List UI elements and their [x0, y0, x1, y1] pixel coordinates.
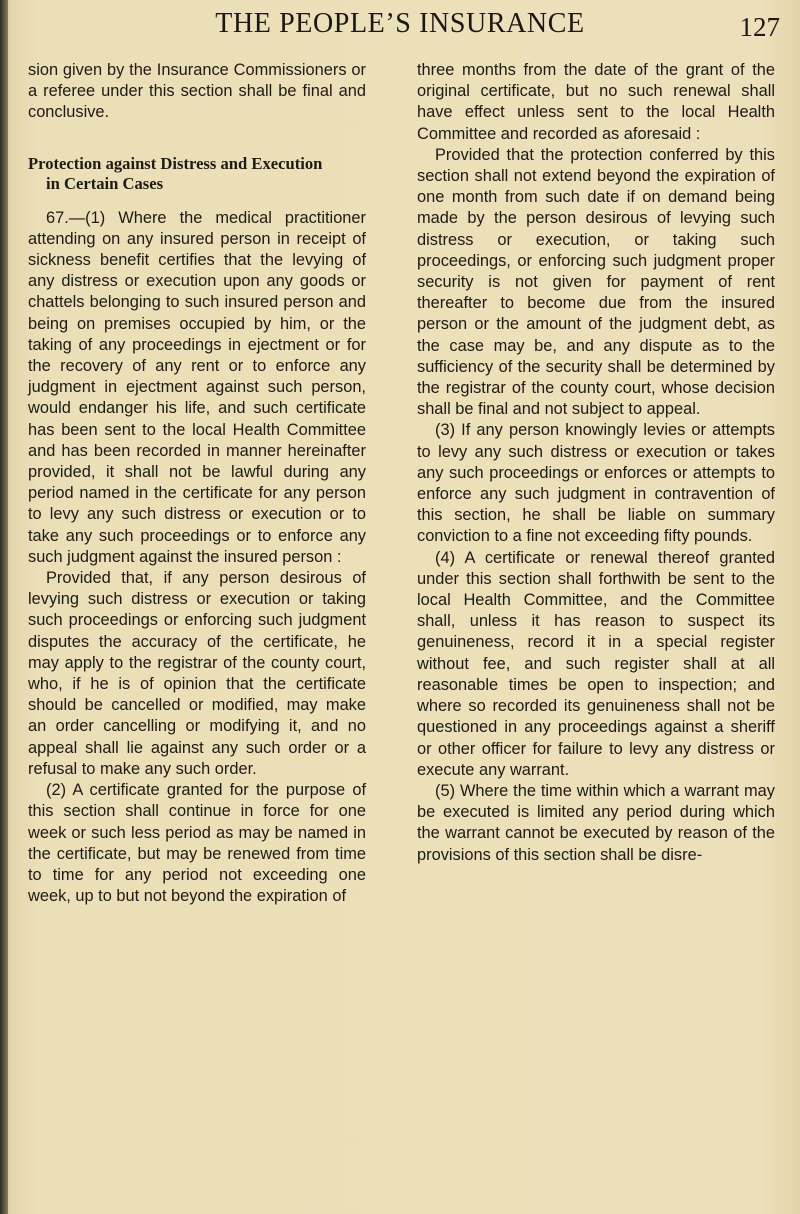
- right-column: [417, 60, 775, 866]
- paragraph-3: (3) If any person knowingly levies or attempts to levy any such distress or execution or takes any such proceedings or enforces or attempts to enforce any such judgment in contravention of this section, he shall be liable on summary conviction to a fine not exceeding fifty pounds.: [417, 421, 775, 546]
- proviso-paragraph-right: Provided that the protection conferred by this section shall not extend beyond the expiration of one month from such date if on demand being made by the person desirous of levying such distress or execution, or taking such proceedings, or enforcing such judgment proper security is not given for payment of rent thereafter to become due from the insured person or the amount of the judgment debt, as the case may be, and any dispute as to the sufficiency of the security shall be determined by the registrar of the county court, whose decision shall be final and not subject to appeal.: [417, 145, 775, 419]
- intro-paragraph: sion given by the Insurance Commissioners or a referee under this section shall be final and conclusive.: [28, 61, 366, 122]
- paragraph-4: (4) A certificate or renewal thereof granted under this section shall forthwith be sent to the local Health Committee, and the Committee shall, unless it has reason to suspect its genuineness, record it in a special register without fee, and such register shall at all reasonable times be open to inspection; and where so recorded its genuineness shall not be questioned in any proceedings against a sheriff or other officer for failure to levy any distress or execute any warrant.: [417, 548, 775, 779]
- running-header-title: THE PEOPLE’S INSURANCE: [215, 8, 585, 39]
- left-column: [28, 60, 366, 907]
- section-heading-line-1: Protection against Distress and Execution: [28, 153, 323, 173]
- paragraph-67-1: 67.—(1) Where the medical practitioner attending on any insured person in receipt of sickness benefit certifies that the levying of any distress or execution upon any goods or chattels belonging to such insured person and being on premises occupied by him, or the taking of any proceedings in ejectment or for the recovery of any rent or to enforce any judgment in ejectment against such person, would endanger his life, and such certificate has been sent to the local Health Committee and has been recorded in manner hereinafter provided, it shall not be lawful during any period named in the certificate for any person to levy any such distress or execution or to take any such proceedings or to enforce any such judgment against the insured person :: [28, 208, 366, 566]
- proviso-paragraph: Provided that, if any person desirous of levying such distress or execution or taking such proceedings or enforcing such judgment disputes the accuracy of the certificate, he may apply to the registrar of the county court, who, if he is of opinion that the certificate should be cancelled or modified, may make an order cancelling or modifying it, and no appeal shall lie against any such order or a refusal to make any such order.: [28, 569, 366, 778]
- continuation-paragraph: three months from the date of the grant of the original certificate, but no such renewal shall have effect unless sent to the local Health Committee and recorded as aforesaid :: [417, 61, 775, 143]
- paragraph-2: (2) A certificate granted for the purpose of this section shall continue in force for one week or such less period as may be named in the certificate, but may be renewed from time to time for any period not exceeding one week, up to but not beyond the expiration of: [28, 781, 366, 906]
- page-number: 127: [739, 12, 780, 42]
- paragraph-5: (5) Where the time within which a warrant may be executed is limited any period during which the warrant cannot be executed by reason of the provisions of this section shall be disre-: [417, 781, 775, 864]
- section-heading: [28, 154, 366, 194]
- section-heading-line-2: in Certain Cases: [46, 173, 164, 193]
- page-spine-edge: [0, 0, 8, 1214]
